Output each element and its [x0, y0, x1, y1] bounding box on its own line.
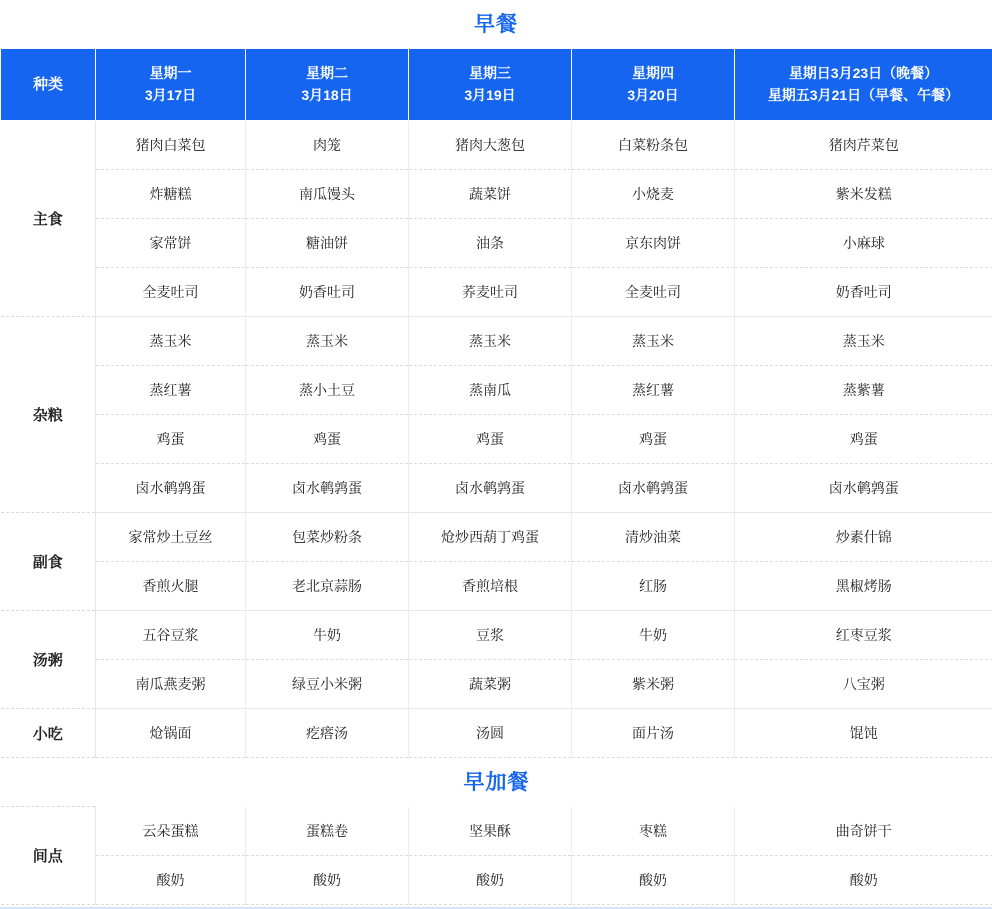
menu-cell: 京东肉饼: [572, 219, 735, 268]
menu-cell: 包菜炒粉条: [246, 513, 409, 562]
category-staple: 主食: [1, 121, 96, 317]
menu-cell: 全麦吐司: [572, 268, 735, 317]
menu-cell: 蒸红薯: [96, 366, 246, 415]
menu-cell: 蒸紫薯: [735, 366, 992, 415]
table-row: [1, 170, 992, 219]
menu-cell: 荞麦吐司: [409, 268, 572, 317]
menu-cell: 蒸玉米: [409, 317, 572, 366]
menu-cell: 牛奶: [246, 611, 409, 660]
menu-cell: 蒸南瓜: [409, 366, 572, 415]
menu-cell: 奶香吐司: [246, 268, 409, 317]
table-header-row: [1, 49, 992, 121]
menu-cell: 汤圆: [409, 709, 572, 758]
menu-cell: 炝炒西葫丁鸡蛋: [409, 513, 572, 562]
menu-cell: 红枣豆浆: [735, 611, 992, 660]
menu-cell: 蔬菜饼: [409, 170, 572, 219]
menu-cell: 卤水鹌鹑蛋: [572, 464, 735, 513]
menu-cell: 五谷豆浆: [96, 611, 246, 660]
menu-cell: 肉笼: [246, 121, 409, 170]
snack-title: 早加餐: [1, 758, 992, 806]
table-row: [1, 366, 992, 415]
menu-cell: 酸奶: [246, 855, 409, 904]
table-row: [1, 415, 992, 464]
menu-cell: 小麻球: [735, 219, 992, 268]
menu-cell: 紫米粥: [572, 660, 735, 709]
menu-cell: 卤水鹌鹑蛋: [735, 464, 992, 513]
menu-cell: 蒸小土豆: [246, 366, 409, 415]
menu-cell: 蒸玉米: [572, 317, 735, 366]
snack-title-row: [1, 758, 992, 807]
header-day-1-line2: 3月17日: [100, 85, 241, 107]
menu-cell: 香煎火腿: [96, 562, 246, 611]
header-day-1: [96, 49, 246, 121]
table-row: [1, 268, 992, 317]
header-day-3-line2: 3月19日: [413, 85, 567, 107]
menu-cell: 老北京蒜肠: [246, 562, 409, 611]
menu-cell: 奶香吐司: [735, 268, 992, 317]
menu-cell: 白菜粉条包: [572, 121, 735, 170]
menu-cell: 酸奶: [572, 855, 735, 904]
header-day-4-line2: 3月20日: [576, 85, 730, 107]
menu-cell: 香煎培根: [409, 562, 572, 611]
menu-cell: 蒸红薯: [572, 366, 735, 415]
menu-cell: 油条: [409, 219, 572, 268]
category-side-dish: 副食: [1, 513, 96, 611]
table-row: [1, 513, 992, 562]
menu-cell: 绿豆小米粥: [246, 660, 409, 709]
menu-cell: 牛奶: [572, 611, 735, 660]
menu-cell: 八宝粥: [735, 660, 992, 709]
table-row: [1, 121, 992, 170]
table-row: [1, 855, 992, 904]
header-day-3: [409, 49, 572, 121]
menu-cell: 南瓜燕麦粥: [96, 660, 246, 709]
header-day-2-line1: 星期二: [306, 65, 348, 81]
menu-cell: 家常饼: [96, 219, 246, 268]
menu-cell: 黑椒烤肠: [735, 562, 992, 611]
table-row: [1, 317, 992, 366]
header-day-5-line1: 星期日3月23日（晚餐）: [789, 65, 938, 81]
table-row: [1, 709, 992, 758]
menu-cell: 疙瘩汤: [246, 709, 409, 758]
menu-cell: 南瓜馒头: [246, 170, 409, 219]
table-row: [1, 562, 992, 611]
menu-cell: 曲奇饼干: [735, 807, 992, 856]
menu-cell: 坚果酥: [409, 807, 572, 856]
menu-cell: 卤水鹌鹑蛋: [246, 464, 409, 513]
menu-cell: 酸奶: [409, 855, 572, 904]
menu-cell: 糖油饼: [246, 219, 409, 268]
table-row: [1, 807, 992, 856]
menu-cell: 蒸玉米: [246, 317, 409, 366]
category-soup-porridge: 汤粥: [1, 611, 96, 709]
menu-cell: 馄饨: [735, 709, 992, 758]
table-row: [1, 611, 992, 660]
header-day-3-line1: 星期三: [469, 65, 511, 81]
menu-cell: 蒸玉米: [96, 317, 246, 366]
menu-cell: 卤水鹌鹑蛋: [96, 464, 246, 513]
menu-cell: 鸡蛋: [572, 415, 735, 464]
menu-cell: 小烧麦: [572, 170, 735, 219]
menu-cell: 蛋糕卷: [246, 807, 409, 856]
header-day-1-line1: 星期一: [150, 65, 192, 81]
header-day-4-line1: 星期四: [632, 65, 674, 81]
menu-cell: 鸡蛋: [96, 415, 246, 464]
menu-cell: 家常炒土豆丝: [96, 513, 246, 562]
table-row: [1, 464, 992, 513]
menu-cell: 鸡蛋: [409, 415, 572, 464]
menu-cell: 猪肉大葱包: [409, 121, 572, 170]
menu-cell: 鸡蛋: [246, 415, 409, 464]
table-row: [1, 219, 992, 268]
menu-cell: 蔬菜粥: [409, 660, 572, 709]
header-day-2: [246, 49, 409, 121]
menu-cell: 炒素什锦: [735, 513, 992, 562]
menu-cell: 猪肉白菜包: [96, 121, 246, 170]
header-day-4: [572, 49, 735, 121]
header-day-5-line2: 星期五3月21日（早餐、午餐）: [739, 85, 988, 107]
header-day-2-line2: 3月18日: [250, 85, 404, 107]
menu-cell: 猪肉芹菜包: [735, 121, 992, 170]
header-day-5: [735, 49, 992, 121]
menu-cell: 炝锅面: [96, 709, 246, 758]
menu-cell: 云朵蛋糕: [96, 807, 246, 856]
menu-cell: 清炒油菜: [572, 513, 735, 562]
menu-cell: 豆浆: [409, 611, 572, 660]
breakfast-title: 早餐: [0, 0, 992, 48]
menu-cell: 炸糖糕: [96, 170, 246, 219]
menu-cell: 红肠: [572, 562, 735, 611]
menu-cell: 酸奶: [96, 855, 246, 904]
breakfast-table: [0, 48, 992, 905]
menu-cell: 鸡蛋: [735, 415, 992, 464]
snack-title-cell: [1, 758, 992, 807]
category-interval-snack: 间点: [1, 807, 96, 905]
menu-cell: 紫米发糕: [735, 170, 992, 219]
menu-cell: 卤水鹌鹑蛋: [409, 464, 572, 513]
category-snack: 小吃: [1, 709, 96, 758]
menu-cell: 全麦吐司: [96, 268, 246, 317]
category-grains: 杂粮: [1, 317, 96, 513]
header-category: 种类: [1, 49, 96, 121]
menu-cell: 酸奶: [735, 855, 992, 904]
menu-cell: 枣糕: [572, 807, 735, 856]
table-row: [1, 660, 992, 709]
menu-cell: 蒸玉米: [735, 317, 992, 366]
menu-cell: 面片汤: [572, 709, 735, 758]
